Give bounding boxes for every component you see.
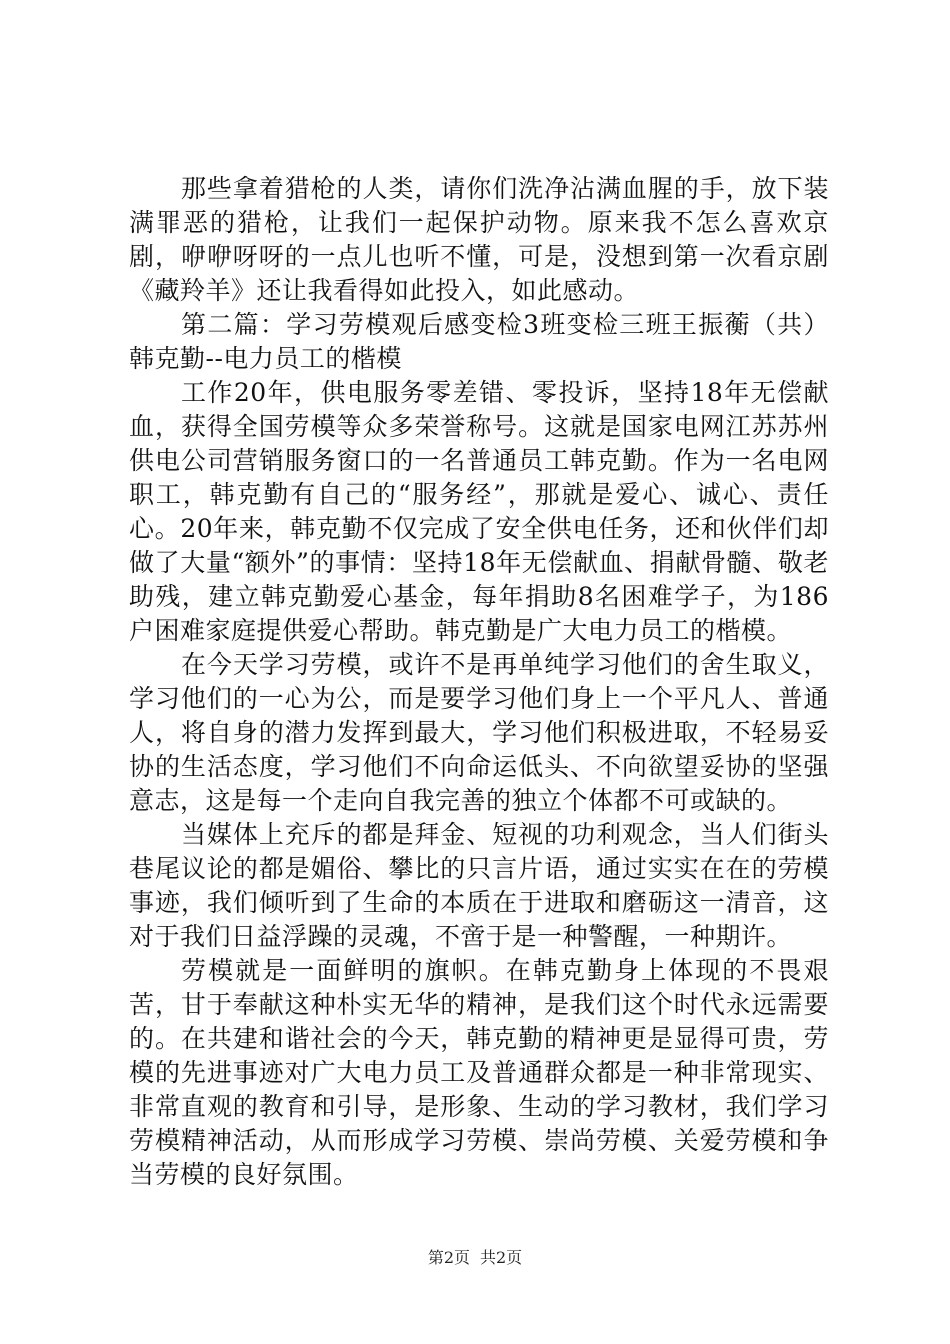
paragraph-3: 工作20年，供电服务零差错、零投诉，坚持18年无偿献血，获得全国劳模等众多荣誉称号。这就是国家电网江苏苏州供电公司营销服务窗口的一名普通员工韩克勤。作为一名电网职工，韩克勤有自己的“服务经”，那就是爱心、诚心、责任心。20年来，韩克勤不仅完成了安全供电任务，还和伙伴们却做了大量“额外”的事情：坚持18年无偿献血、捐献骨髓、敬老助残，建立韩克勤爱心基金，每年捐助8名困难学子，为186户困难家庭提供爱心帮助。韩克勤是广大电力员工的楷模。 (129, 378, 829, 645)
paragraph-2-heading: 第二篇：学习劳模观后感变检3班变检三班王振蘅（共）韩克勤--电力员工的楷模 (129, 310, 829, 373)
page-total: 共2页 (480, 1248, 523, 1267)
page-footer (0, 1245, 950, 1268)
paragraph-6: 劳模就是一面鲜明的旗帜。在韩克勤身上体现的不畏艰苦，甘于奉献这种朴实无华的精神，是我们这个时代永远需要的。在共建和谐社会的今天，韩克勤的精神更是显得可贵，劳模的先进事迹对广大电力员工及普通群众都是一种非常现实、非常直观的教育和引导，是形象、生动的学习教材，我们学习劳模精神活动，从而形成学习劳模、崇尚劳模、关爱劳模和争当劳模的良好氛围。 (129, 956, 829, 1189)
page-number: 第2页 (427, 1248, 470, 1267)
paragraph-1: 那些拿着猎枪的人类，请你们洗净沾满血腥的手，放下装满罪恶的猎枪，让我们一起保护动物。原来我不怎么喜欢京剧，咿咿呀呀的一点儿也听不懂，可是，没想到第一次看京剧《藏羚羊》还让我看得如此投入，如此感动。 (129, 174, 829, 305)
document-body (129, 172, 829, 1192)
paragraph-4: 在今天学习劳模，或许不是再单纯学习他们的舍生取义，学习他们的一心为公，而是要学习他们身上一个平凡人、普通人，将自身的潜力发挥到最大，学习他们积极进取，不轻易妥协的生活态度，学习他们不向命运低头、不向欲望妥协的坚强意志，这是每一个走向自我完善的独立个体都不可或缺的。 (129, 650, 829, 815)
paragraph-5: 当媒体上充斥的都是拜金、短视的功利观念，当人们街头巷尾议论的都是媚俗、攀比的只言片语，通过实实在在的劳模事迹，我们倾听到了生命的本质在于进取和磨砺这一清音，这对于我们日益浮躁的灵魂，不啻于是一种警醒，一种期许。 (129, 820, 829, 951)
